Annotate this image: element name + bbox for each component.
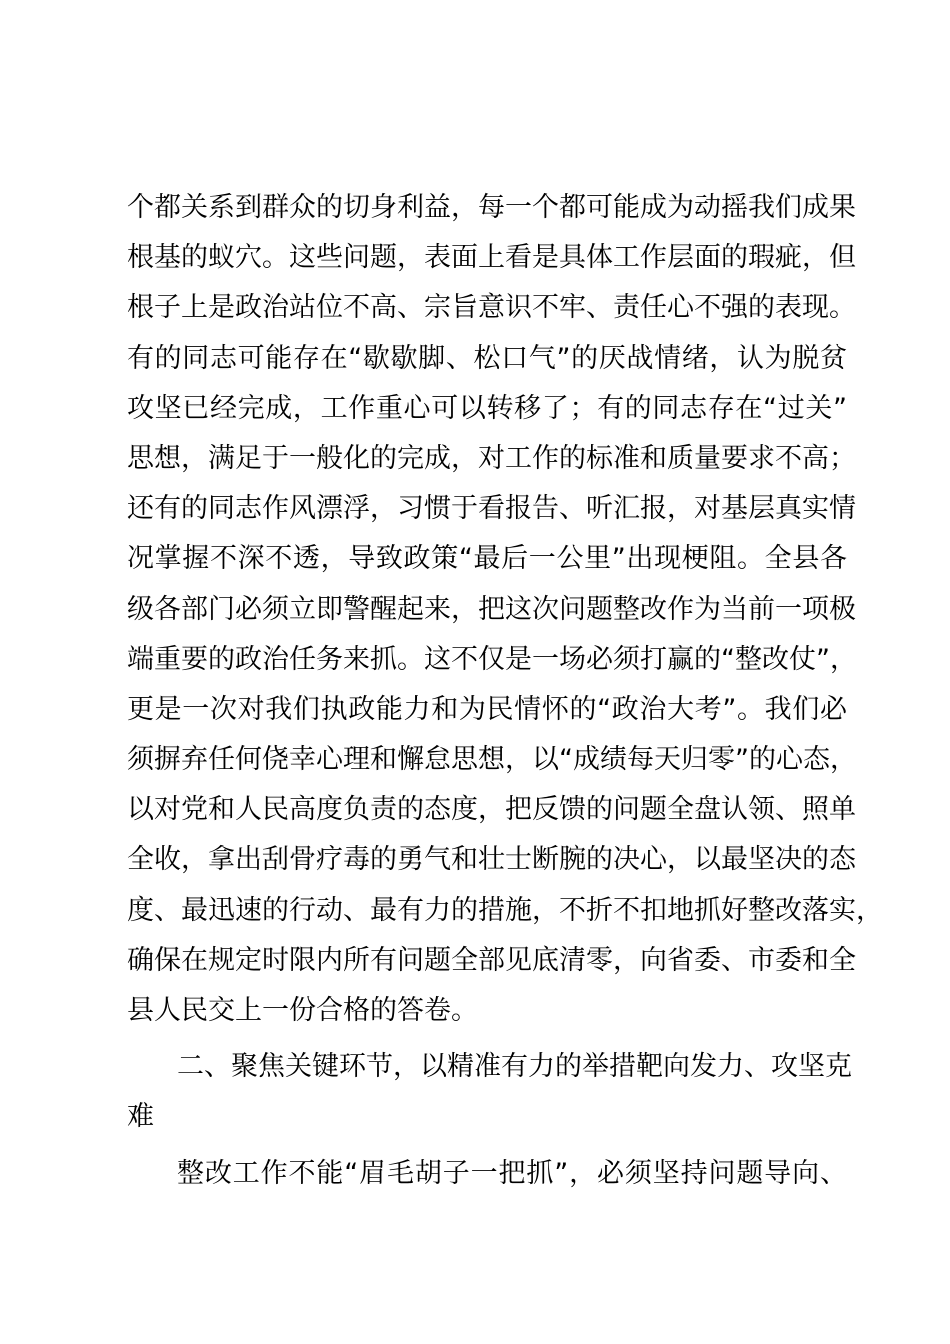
document-body <box>127 183 883 1199</box>
paragraph-line: 整改工作不能“眉毛胡子一把抓”，必须坚持问题导向、 <box>177 1157 847 1189</box>
paragraph-line: 度、最迅速的行动、最有力的措施，不折不扣地抓好整改落实， <box>127 894 883 926</box>
paragraph-line: 个都关系到群众的切身利益，每一个都可能成为动摇我们成果 <box>127 192 856 223</box>
paragraph-line: 全收，拿出刮骨疗毒的勇气和壮士断腕的决心，以最坚决的态 <box>127 844 856 876</box>
section-heading <box>127 1042 852 1142</box>
paragraph-line: 以对党和人民高度负责的态度，把反馈的问题全盘认领、照单 <box>127 794 856 826</box>
paragraph-line: 须摒弃任何侥幸心理和懈怠思想，以“成绩每天归零”的心态， <box>127 744 857 776</box>
paragraph-2 <box>127 1149 847 1199</box>
paragraph-line: 级各部门必须立即警醒起来，把这次问题整改作为当前一项极 <box>127 593 856 625</box>
paragraph-line: 更是一次对我们执政能力和为民情怀的“政治大考”。我们必 <box>127 693 847 725</box>
heading-line: 难 <box>127 1101 154 1133</box>
paragraph-line: 根子上是政治站位不高、宗旨意识不牢、责任心不强的表现。 <box>127 292 856 324</box>
paragraph-line: 还有的同志作风漂浮，习惯于看报告、听汇报，对基层真实情 <box>127 493 856 525</box>
paragraph-line: 县人民交上一份合格的答卷。 <box>127 995 478 1026</box>
paragraph-line: 攻坚已经完成，工作重心可以转移了；有的同志存在“过关” <box>127 392 847 424</box>
heading-line: 二、聚焦关键环节，以精准有力的举措靶向发力、攻坚克 <box>177 1051 852 1083</box>
paragraph-line: 有的同志可能存在“歇歇脚、松口气”的厌战情绪，认为脱贫 <box>127 342 847 374</box>
paragraph-line: 思想，满足于一般化的完成，对工作的标准和质量要求不高； <box>127 442 856 474</box>
paragraph-line: 根基的蚁穴。这些问题，表面上看是具体工作层面的瑕疵，但 <box>127 242 856 274</box>
paragraph-1 <box>127 183 883 1036</box>
paragraph-line: 端重要的政治任务来抓。这不仅是一场必须打赢的“整改仗”， <box>127 643 857 675</box>
paragraph-line: 况掌握不深不透，导致政策“最后一公里”出现梗阻。全县各 <box>127 543 847 575</box>
paragraph-line: 确保在规定时限内所有问题全部见底清零，向省委、市委和全 <box>127 944 856 976</box>
